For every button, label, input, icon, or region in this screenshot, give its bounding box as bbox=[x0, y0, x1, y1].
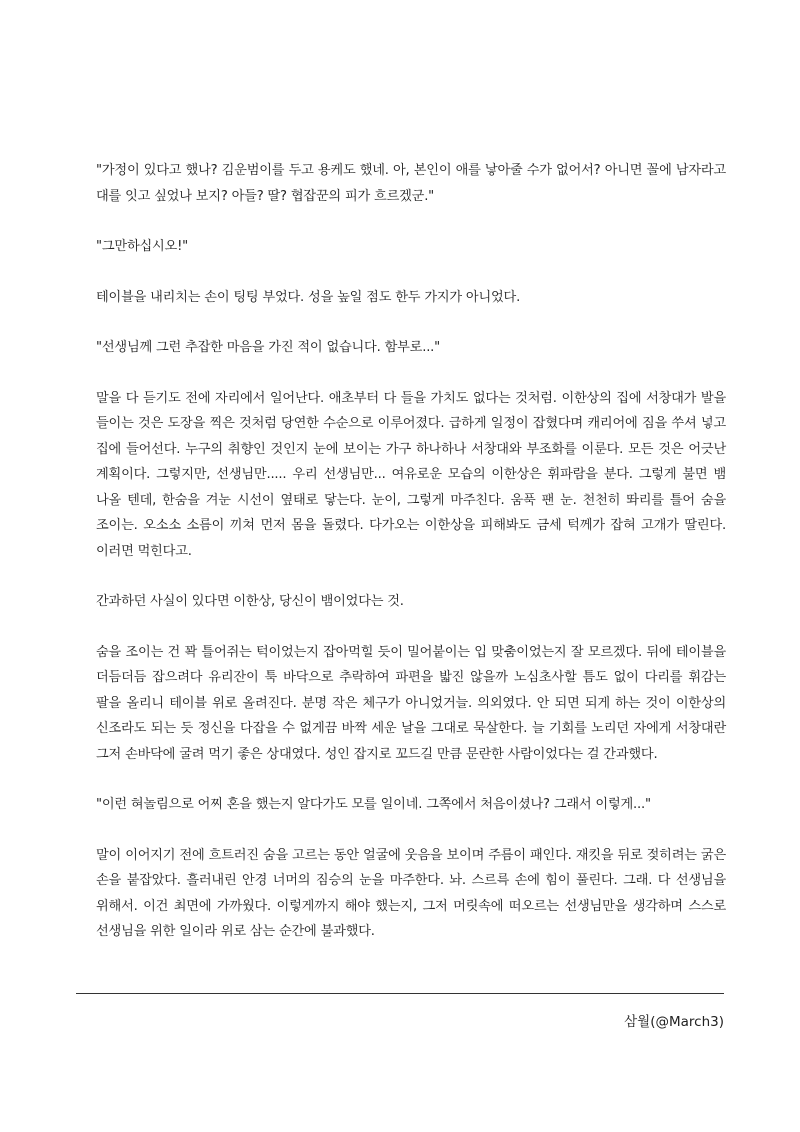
paragraph-2: "그만하십시오!" bbox=[96, 239, 189, 254]
paragraph-3: 테이블을 내리치는 손이 팅팅 부었다. 성을 높일 점도 한두 가지가 아니었다. bbox=[96, 289, 521, 305]
paragraph-8: "이런 혀놀림으로 어찌 혼을 했는지 알다가도 모를 일이네. 그쪽에서 처음이셨나? 그래서 이렇게..." bbox=[96, 797, 651, 812]
paragraph-5: 말을 다 듣기도 전에 자리에서 일어난다. 애초부터 다 들을 가치도 없다는 것처럼. 이한상의 집에 서창대가 발을 들이는 것은 도장을 찍은 것처럼 당연한 수순으로 이루어졌다. 급하게 일정이 잡혔다며 캐리어에 짐을 쑤셔 넣고 집에 들어선다. 누구의 취향인 것인지 눈에 보이는 가구 하나하나 서창대와 부조화를 이룬다. 모든 것은 어긋난 계획이다. 그렇지만, 선생님만..... 우리 선생님만... 여유로운 모습의 이한상은 휘파람을 분다. 그렇게 불면 뱀 나올 텐데, 한숨을 겨눈 시선이 옆태로 닿는다. 눈이, 그렇게 마주친다. 움푹 팬 눈. 천천히 똬리를 틀어 숨을 조이는. 오소소 소름이 끼쳐 먼저 몸을 돌렸다. 다가오는 이한상을 피해봐도 금세 턱께가 잡혀 고개가 딸린다. 이러면 먹힌다고. bbox=[96, 390, 726, 559]
paragraph-4: "선생님께 그런 추잡한 마음을 가진 적이 없습니다. 함부로..." bbox=[96, 340, 441, 355]
paragraph-7: 숨을 조이는 건 꽉 틀어쥐는 턱이었는지 잡아먹힐 듯이 밀어붙이는 입 맞춤이었는지 잘 모르겠다. 뒤에 테이블을 더듬더듬 잡으려다 유리잔이 툭 바닥으로 추락하여 파편을 밟진 않을까 노심초사할 틈도 없이 다리를 휘감는 팔을 올리니 테이블 위로 올려진다. 분명 작은 체구가 아니었거늘. 의외였다. 안 되면 되게 하는 것이 이한상의 신조라도 되는 듯 정신을 다잡을 수 없게끔 바짝 세운 날을 그대로 묵살한다. 늘 기회를 노리던 자에게 서창대란 그저 손바닥에 굴려 먹기 좋은 상대였다. 성인 잡지로 꼬드길 만큼 문란한 사람이었다는 걸 간과했다. bbox=[96, 644, 726, 762]
paragraph-6: 간과하던 사실이 있다면 이한상, 당신이 뱀이었다는 것. bbox=[96, 594, 404, 609]
story-body bbox=[96, 158, 726, 970]
footer-divider bbox=[76, 993, 724, 994]
paragraph-9: 말이 이어지기 전에 흐트러진 숨을 고르는 동안 얼굴에 웃음을 보이며 주름이 패인다. 재킷을 뒤로 젖히려는 굵은 손을 붙잡았다. 흘러내린 안경 너머의 짐승의 눈을 마주한다. 놔. 스르륵 손에 힘이 풀린다. 그래. 다 선생님을 위해서. 이건 최면에 가까웠다. 이렇게까지 해야 했는지, 그저 머릿속에 떠오르는 선생님만을 생각하며 스스로 선생님을 위한 일이라 위로 삼는 순간에 불과했다. bbox=[96, 847, 726, 939]
author-signature: 삼월(@March3) bbox=[624, 1014, 724, 1030]
paragraph-1: "가정이 있다고 했나? 김운범이를 두고 용케도 했네. 아, 본인이 애를 낳아줄 수가 없어서? 아니면 꼴에 남자라고 대를 잇고 싶었나 보지? 아들? 딸? 협잡꾼의 피가 흐르겠군." bbox=[96, 163, 726, 204]
